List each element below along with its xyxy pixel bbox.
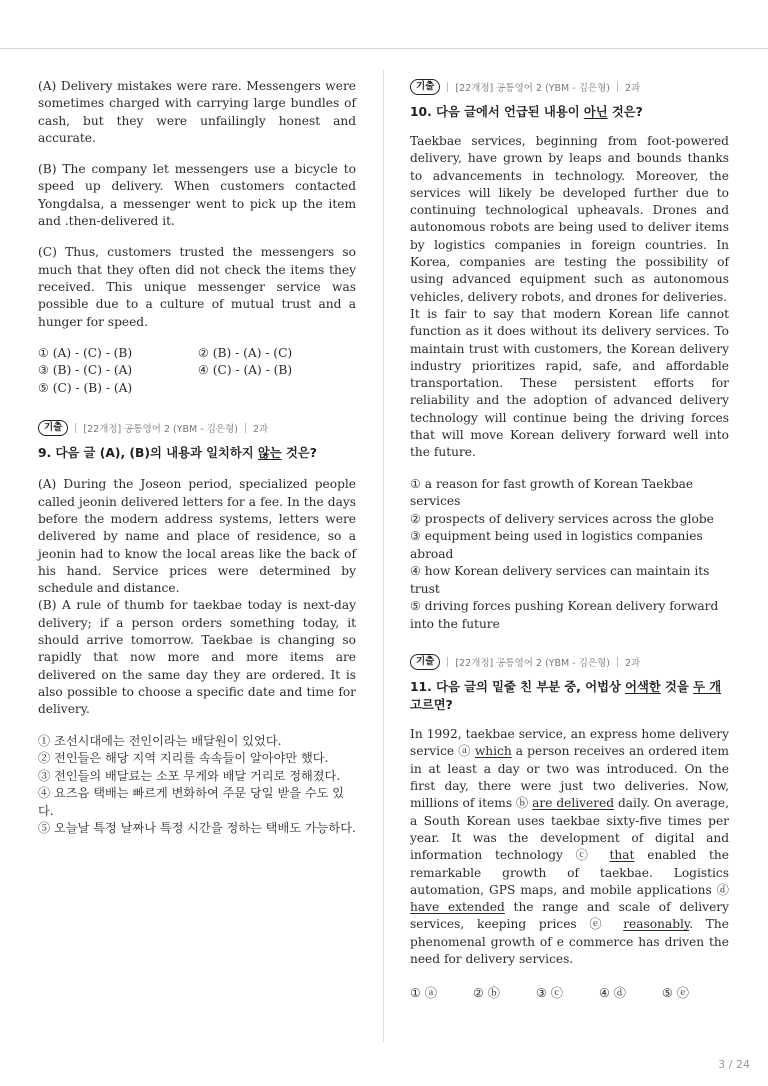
q11-text-1: In 1992, taekbae service, an express home delivery service ⓐ xyxy=(410,727,729,759)
q9-option-1[interactable]: ① 조선시대에는 전인이라는 배달원이 있었다. xyxy=(38,733,282,748)
q10-option-1[interactable]: ① a reason for fast growth of Korean Taekbae services xyxy=(410,476,694,509)
q8-paragraph-c: (C) Thus, customers trusted the messengers so much that they often did not check the items they received. This unique messenger service was possible due to a culture of mutual trust and a hunger for speed. xyxy=(38,245,356,329)
q9-paragraph-a: (A) During the Joseon period, specialized people called jeonin delivered letters for a fee. In the days before the modern address systems, letters were delivered by name and place of residence, so a jeonin had to know the local areas like the back of his hand. Service prices were determined by schedule and distance. xyxy=(38,477,356,596)
q9-paragraph-b: (B) A rule of thumb for taekbae today is next-day delivery; if a person orders something today, it should arrive tomorrow. Taekbae is changing so rapidly that now more and more items are delivered on the same day they are ordered. It is also possible to choose a specific date and time for delivery. xyxy=(38,598,356,717)
q8-paragraph-a: (A) Delivery mistakes were rare. Messengers were sometimes charged with carrying large bundles of cash, but they were unfailingly honest and accurate. xyxy=(38,79,356,145)
q9-option-3[interactable]: ③ 전인들의 배달료는 소포 무게와 배달 거리로 정해졌다. xyxy=(38,768,341,783)
q10-source: [22개정] 공통영어 2 (YBM - 김은형) xyxy=(455,83,610,94)
q11-text-5: the range and scale of delivery services, keeping prices ⓔ xyxy=(410,900,729,932)
q10-title-end: 것은? xyxy=(607,105,643,119)
q8-paragraph-b: (B) The company let messengers use a bicycle to speed up delivery. When customers contacted Yongdalsa, a messenger went to pick up the item and .then-delivered it. xyxy=(38,162,356,229)
q9-option-2[interactable]: ② 전인들은 해당 지역 지리를 속속들이 알아야만 했다. xyxy=(38,751,329,766)
separator xyxy=(75,423,76,433)
q11-badge: 기출 xyxy=(410,654,440,670)
q11-source-tag xyxy=(410,653,729,671)
q11-title-underlined-1: 어색한 xyxy=(625,680,661,695)
q11-title-mid: 것을 xyxy=(660,680,694,695)
q11-options xyxy=(410,984,729,1002)
q10-source-tag xyxy=(410,78,729,96)
q8-option-1[interactable]: ① (A) - (C) - (B) xyxy=(38,345,133,360)
q9-title xyxy=(38,444,356,462)
q11-option-5[interactable]: ⑤ ⓔ xyxy=(662,986,689,1001)
q10-title xyxy=(410,103,729,121)
q10-badge: 기출 xyxy=(410,79,440,95)
q10-title-text: 10. 다음 글에서 언급된 내용이 xyxy=(410,105,584,119)
q8-option-5[interactable]: ⑤ (C) - (B) - (A) xyxy=(38,380,133,395)
separator xyxy=(447,657,448,667)
q11-option-1[interactable]: ① ⓐ xyxy=(410,986,437,1001)
separator xyxy=(447,82,448,92)
q11-option-3[interactable]: ③ ⓒ xyxy=(536,986,563,1001)
q11-underline-d: have extended xyxy=(410,900,505,915)
header-divider xyxy=(0,48,768,49)
q8-option-3[interactable]: ③ (B) - (C) - (A) xyxy=(38,363,133,378)
q10-option-3[interactable]: ③ equipment being used in logistics companies abroad xyxy=(410,529,703,561)
q11-underline-c: that xyxy=(609,848,635,863)
q11-title-text: 11. 다음 글의 밑줄 친 부분 중, 어법상 xyxy=(410,680,626,695)
q9-title-text: 9. 다음 글 (A), (B)의 내용과 일치하지 xyxy=(38,446,258,461)
q10-option-2[interactable]: ② prospects of delivery services across the globe xyxy=(410,511,714,526)
q10-options xyxy=(410,476,729,634)
column-divider xyxy=(383,70,384,1042)
q9-option-5[interactable]: ⑤ 오늘날 특정 날짜나 특정 시간을 정하는 택배도 가능하다. xyxy=(38,821,356,836)
page-number: 3 / 24 xyxy=(718,1058,750,1071)
q11-text-4: enabled the remarkable growth of taekbae. Logistics automation, GPS maps, and mobile applications ⓓ xyxy=(410,848,729,897)
q9-badge: 기출 xyxy=(38,420,68,436)
separator xyxy=(617,82,618,92)
q11-underline-a: which xyxy=(474,744,512,759)
q8-option-4[interactable]: ④ (C) - (A) - (B) xyxy=(198,363,293,378)
q11-option-2[interactable]: ② ⓑ xyxy=(473,986,500,1001)
q9-title-underlined: 않는 xyxy=(257,446,282,461)
q9-title-end: 것은? xyxy=(281,446,317,461)
q10-paragraph-1: Taekbae services, beginning from foot-powered delivery, have grown by leaps and bounds thanks to advancements in technology. Moreover, the services will likely be developed further due to continuing technological upheavals. Drones and autonomous robots are being used to deliver items by logistics companies in foreign countries. In Korea, companies are testing the possibility of using advanced equipment such as autonomous vehicles, delivery robots, and drones for deliveries. xyxy=(410,134,729,304)
q11-text-6: . The phenomenal growth of e commerce has driven the need for delivery services. xyxy=(410,917,729,966)
right-column xyxy=(410,78,729,1002)
left-column xyxy=(38,78,356,838)
q9-option-4[interactable]: ④ 요즈음 택배는 빠르게 변화하여 주문 당일 받을 수도 있다. xyxy=(38,786,345,818)
q11-passage xyxy=(410,726,729,968)
q9-lesson: 2과 xyxy=(252,424,269,436)
q10-paragraph-2: It is fair to say that modern Korean life cannot function as it does without its delivery services. To maintain trust with customers, the Korean delivery industry prioritizes rapid, safe, and affordable transportation. These persistent efforts for reliability and the adoption of advanced delivery technology will continue being the driving forces that will move Korean delivery forward well into the future. xyxy=(410,306,729,460)
q11-title-end: 고르면? xyxy=(410,698,453,713)
q10-lesson: 2과 xyxy=(624,83,641,94)
q8-option-2[interactable]: ② (B) - (A) - (C) xyxy=(198,345,293,360)
q11-option-4[interactable]: ④ ⓓ xyxy=(599,986,626,1001)
q11-title-underlined-2: 두 개 xyxy=(693,680,722,695)
q10-option-4[interactable]: ④ how Korean delivery services can maintain its trust xyxy=(410,564,710,596)
q10-title-underlined: 아닌 xyxy=(583,105,608,119)
q11-text-2: a person receives an ordered item in at least a day or two was introduced. On the first day, there were just two deliveries. Now, millions of items ⓑ xyxy=(410,744,729,811)
q11-title xyxy=(410,678,729,714)
q11-source: [22개정] 공통영어 2 (YBM - 김은형) xyxy=(455,658,610,670)
q10-option-5[interactable]: ⑤ driving forces pushing Korean delivery forward into the future xyxy=(410,599,719,631)
q9-options xyxy=(38,733,356,838)
q11-text-3: daily. On average, a South Korean uses taekbae sixty-five times per year. It was the development of digital and information technology ⓒ xyxy=(410,796,729,863)
q11-underline-b: are delivered xyxy=(532,796,615,811)
q9-source-tag xyxy=(38,419,356,437)
q8-options xyxy=(38,345,356,398)
q11-lesson: 2과 xyxy=(624,658,641,670)
q11-underline-e: reasonably xyxy=(623,917,690,932)
separator xyxy=(617,657,618,667)
separator xyxy=(245,423,246,433)
q9-source: [22개정] 공통영어 2 (YBM - 김은형) xyxy=(83,424,238,436)
